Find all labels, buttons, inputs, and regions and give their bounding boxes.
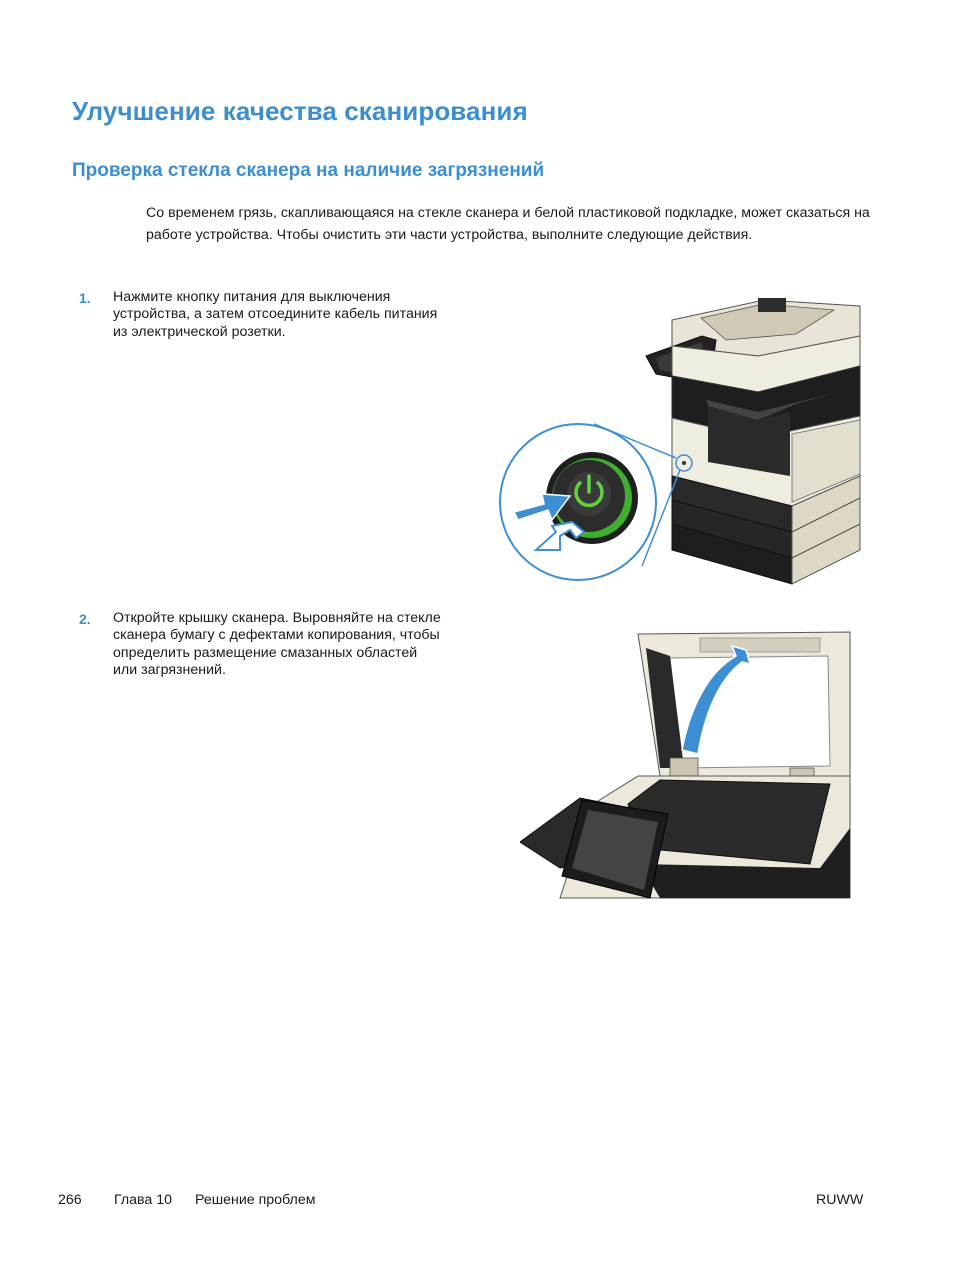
scanner-icon [520, 632, 850, 898]
chapter-name: Решение проблем [195, 1192, 316, 1208]
step-2-text: Откройте крышку сканера. Выровняйте на стекле сканера бумагу с дефектами копирования, чтобы определить размещение смазанных областей или загрязнений. [113, 610, 441, 679]
printer-power-button-illustration [496, 296, 868, 588]
intro-paragraph: Со временем грязь, скапливающаяся на стекле сканера и белой пластиковой подкладке, может сказаться на работе устройства. Чтобы очистить эти части устройства, выполните следующие действия. [146, 205, 870, 243]
printer-icon [646, 298, 860, 584]
open-scanner-lid-illustration [520, 628, 856, 900]
locale-code: RUWW [816, 1192, 864, 1208]
chapter-label: Глава 10 [114, 1192, 173, 1208]
step-2-number: 2. [79, 611, 91, 627]
page-title: Улучшение качества сканирования [72, 96, 528, 126]
step-1-number: 1. [79, 290, 91, 306]
page-number: 266 [58, 1192, 82, 1208]
step-1-text: Нажмите кнопку питания для выключения устройства, а затем отсоедините кабель питания из электрической розетки. [113, 289, 438, 340]
section-title: Проверка стекла сканера на наличие загрязнений [72, 160, 545, 181]
